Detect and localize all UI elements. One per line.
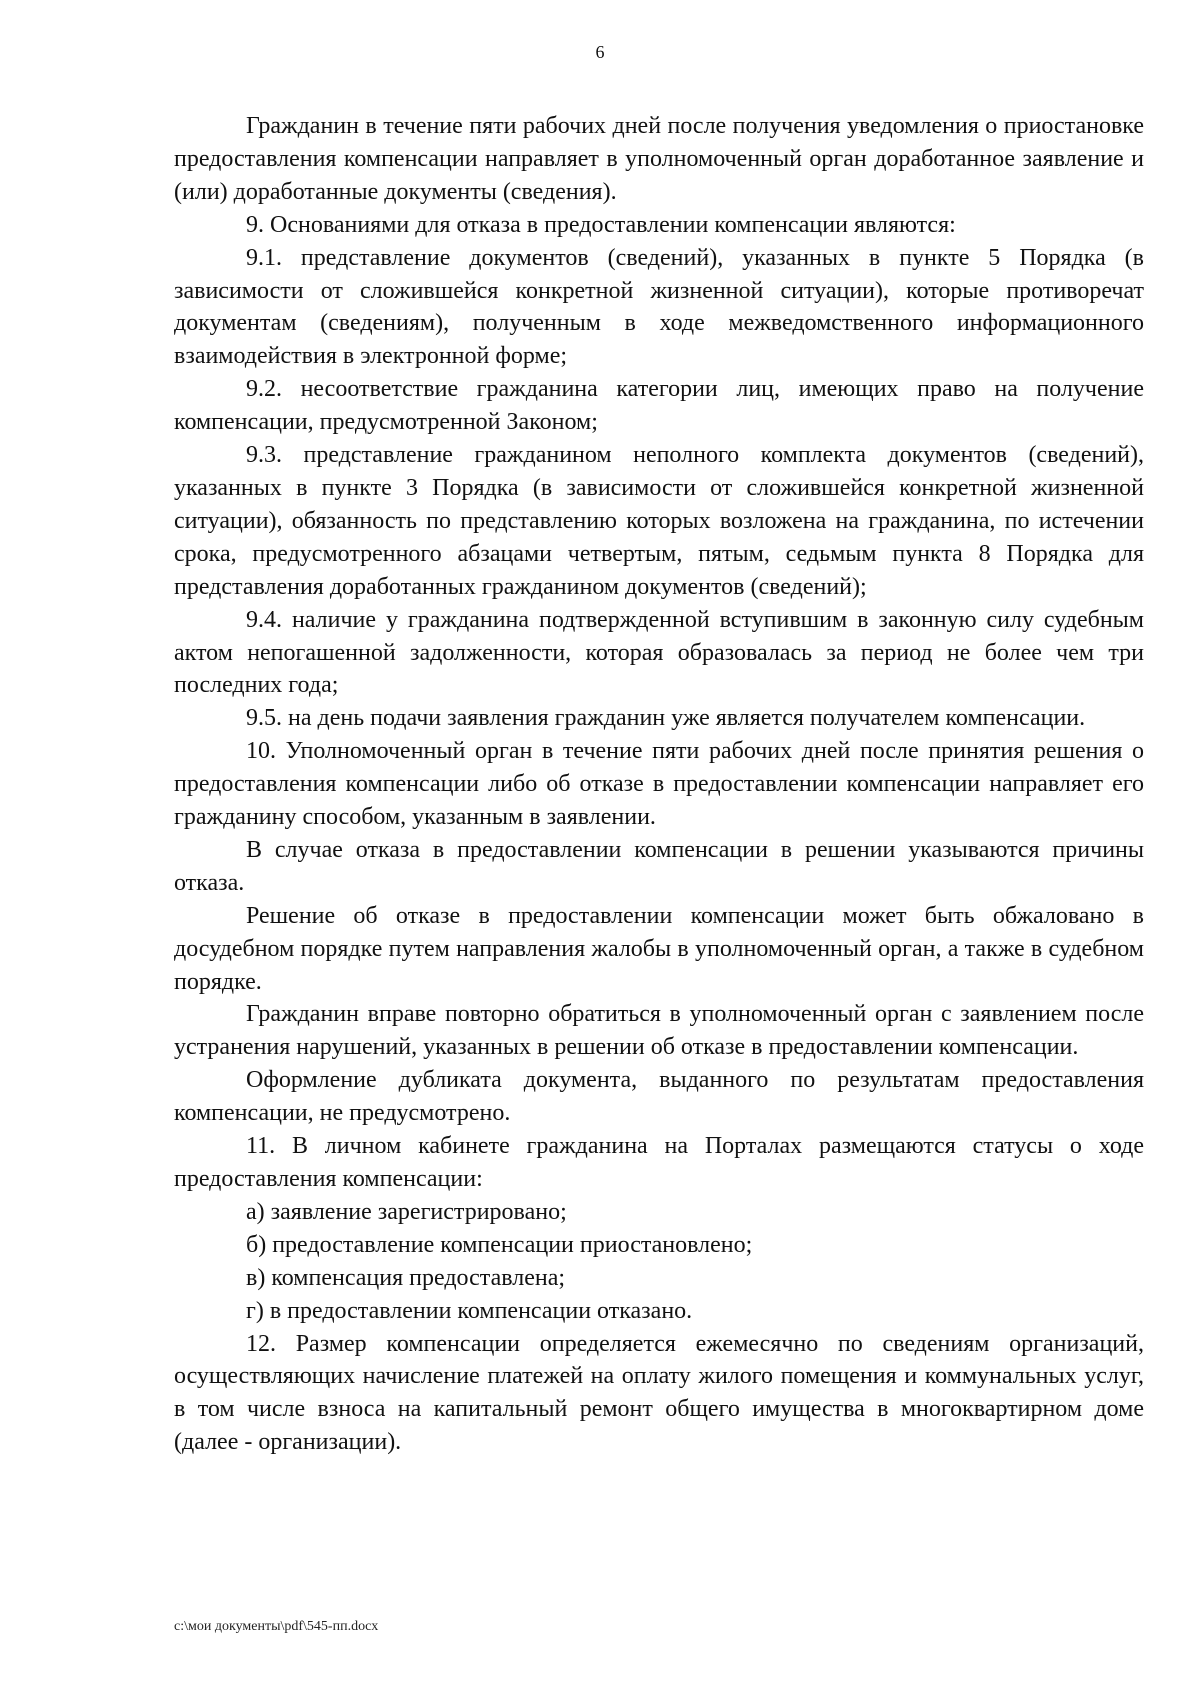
- paragraph-9-5: 9.5. на день подачи заявления гражданин уже является получателем компенсации.: [246, 705, 1086, 732]
- page-number: 6: [595, 42, 605, 62]
- footer-file-path: c:\мои документы\pdf\545-пп.docx: [174, 1619, 379, 1634]
- paragraph-9-3: 9.3. представление гражданином неполного комплекта документов (сведений), указанных в пункте 3 Порядка (в зависимости от сложившейся конкретной жизненной ситуации), обязанность по представлению которых возложена на гражданина, по истечении срока, предусмотренного абзацами четвертым, пятым, седьмым пункта 8 Порядка для представления доработанных гражданином документов (сведений);: [174, 442, 1144, 600]
- paragraph-9-2: 9.2. несоответствие гражданина категории лиц, имеющих право на получение компенсации, предусмотренной Законом;: [174, 376, 1144, 436]
- document-body: [174, 110, 1144, 1459]
- paragraph-repeat-request: Гражданин вправе повторно обратиться в уполномоченный орган с заявлением после устранения нарушений, указанных в решении об отказе в предоставлении компенсации.: [174, 1001, 1144, 1061]
- paragraph-11-statuses: 11. В личном кабинете гражданина на Порталах размещаются статусы о ходе предоставления компенсации:: [174, 1133, 1144, 1192]
- paragraph-9-4: 9.4. наличие у гражданина подтвержденной вступившим в законную силу судебным актом непогашенной задолженности, которая образовалась за период не более чем три последних года;: [174, 606, 1144, 699]
- paragraph-resubmission: Гражданин в течение пяти рабочих дней после получения уведомления о приостановке предоставления компенсации направляет в уполномоченный орган доработанное заявление и (или) доработанные документы (сведения).: [174, 113, 1144, 205]
- paragraph-duplicate: Оформление дубликата документа, выданного по результатам предоставления компенсации, не предусмотрено.: [174, 1067, 1144, 1127]
- status-item-granted: в) компенсация предоставлена;: [246, 1264, 566, 1291]
- paragraph-appeal: Решение об отказе в предоставлении компенсации может быть обжаловано в досудебном порядке путем направления жалобы в уполномоченный орган, а также в судебном порядке.: [174, 902, 1144, 995]
- paragraph-9-refusal-grounds: 9. Основаниями для отказа в предоставлении компенсации являются:: [246, 211, 956, 238]
- status-item-refused: г) в предоставлении компенсации отказано.: [246, 1297, 693, 1324]
- paragraph-12: 12. Размер компенсации определяется ежемесячно по сведениям организаций, осуществляющих начисление платежей на оплату жилого помещения и коммунальных услуг, в том числе взноса на капитальный ремонт общего имущества в многоквартирном доме (далее - организации).: [174, 1330, 1144, 1456]
- paragraph-refusal-reasons: В случае отказа в предоставлении компенсации в решении указываются причины отказа.: [174, 836, 1144, 896]
- paragraph-10: 10. Уполномоченный орган в течение пяти рабочих дней после принятия решения о предоставления компенсации либо об отказе в предоставлении компенсации направляет его гражданину способом, указанным в заявлении.: [174, 738, 1144, 831]
- status-item-suspended: б) предоставление компенсации приостановлено;: [246, 1231, 753, 1258]
- status-item-registered: а) заявление зарегистрировано;: [246, 1198, 567, 1225]
- paragraph-9-1: 9.1. представление документов (сведений), указанных в пункте 5 Порядка (в зависимости от сложившейся конкретной жизненной ситуации), которые противоречат документам (сведениям), полученным в ходе межведомственного информационного взаимодействия в электронной форме;: [174, 244, 1144, 370]
